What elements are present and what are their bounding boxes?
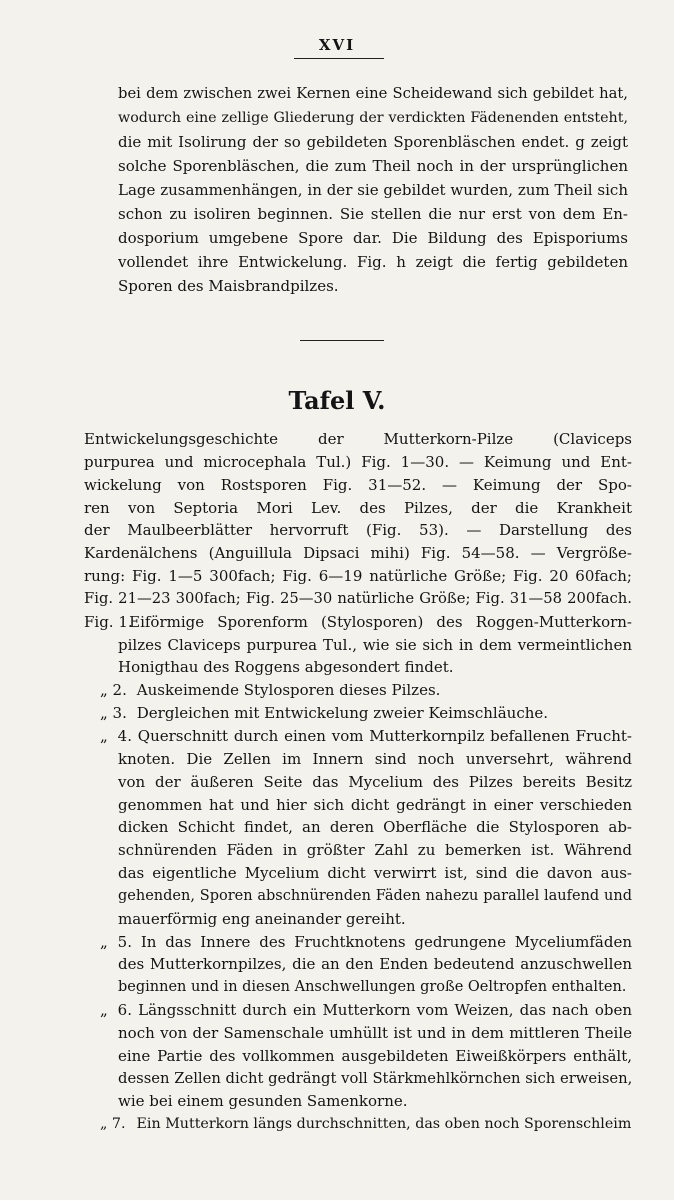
figure-entry-line: genommen hat und hier sich dicht gedrängt in einer verschieden	[118, 795, 632, 814]
figure-entry-line	[84, 999, 632, 1022]
plate-description	[84, 428, 632, 1136]
figure-entry-line	[84, 679, 632, 702]
figure-mark: „ 5.	[100, 932, 132, 951]
figure-text: Eiförmige Sporenform (Stylosporen) des Roggen-Mutterkorn-	[129, 612, 632, 631]
figure-entry-line	[84, 1113, 632, 1136]
figure-mark: „ 7.	[100, 1116, 126, 1133]
figure-entry-line: knoten. Die Zellen im Innern sind noch unversehrt, während	[118, 749, 632, 768]
figure-mark: „ 3.	[100, 704, 127, 723]
figure-entry-line	[84, 702, 632, 725]
summary-line: wickelung von Rostsporen Fig. 31—52. — Keimung der Spo-	[84, 475, 632, 494]
summary-line: der Maulbeerblätter hervorruft (Fig. 53). — Darstellung des	[84, 521, 632, 540]
plate-title: Tafel V.	[288, 386, 386, 415]
figure-entry-line: wie bei einem gesunden Samenkorne.	[118, 1092, 408, 1111]
intro-line: die mit Isolirung der so gebildeten Sporenbläschen endet. g zeigt	[118, 133, 628, 151]
intro-line: solche Sporenbläschen, die zum Theil noch in der ursprünglichen	[118, 157, 628, 175]
intro-line: Sporen des Maisbrandpilzes.	[118, 277, 339, 295]
summary-line: ren von Septoria Mori Lev. des Pilzes, der die Krankheit	[84, 498, 632, 517]
figure-mark: „ 6.	[100, 1001, 132, 1020]
figure-entry-line: Honigthau des Roggens abgesondert findet.	[118, 658, 454, 677]
intro-line: bei dem zwischen zwei Kernen eine Scheidewand sich gebildet hat,	[118, 85, 628, 102]
figure-text: Auskeimende Stylosporen dieses Pilzes.	[136, 681, 441, 700]
figure-entry-line	[84, 611, 632, 634]
intro-line: dosporium umgebene Spore dar. Die Bildung des Episporiums	[118, 229, 628, 247]
summary-line: Kardenälchens (Anguillula Dipsaci mihi) Fig. 54—58. — Vergröße-	[84, 544, 632, 563]
intro-line: wodurch eine zellige Gliederung der verdickten Fädenenden entsteht,	[118, 110, 628, 126]
figure-entry-line: dicken Schicht findet, an deren Oberfläche die Stylosporen ab-	[118, 818, 632, 837]
figure-mark: Fig. 1.	[84, 612, 133, 631]
figure-mark: „ 2.	[100, 681, 127, 700]
figure-entry-line: dessen Zellen dicht gedrängt voll Stärkmehlkörnchen sich erweisen,	[118, 1069, 632, 1087]
intro-line: vollendet ihre Entwickelung. Fig. h zeigt die fertig gebildeten	[118, 253, 628, 271]
figure-text: In das Innere des Fruchtknotens gedrungene Myceliumfäden	[140, 932, 632, 951]
figure-entry-line: eine Partie des vollkommen ausgebildeten Eiweißkörpers enthält,	[118, 1046, 632, 1065]
figure-entry-line: mauerförmig eng aneinander gereiht.	[118, 909, 406, 928]
figure-entry-line	[84, 725, 632, 748]
figure-entry-line: gehenden, Sporen abschnürenden Fäden nahezu parallel laufend und	[118, 887, 632, 904]
summary-line: Fig. 21—23 300fach; Fig. 25—30 natürliche Größe; Fig. 31—58 200fach.	[84, 589, 632, 607]
section-divider	[300, 340, 384, 341]
figure-entry-line: des Mutterkornpilzes, die an den Enden bedeutend anzuschwellen	[118, 955, 632, 974]
intro-line: schon zu isoliren beginnen. Sie stellen die nur erst von dem En-	[118, 205, 628, 223]
figure-entry-line: schnürenden Fäden in größter Zahl zu bemerken ist. Während	[118, 841, 632, 860]
figure-text: Querschnitt durch einen vom Mutterkornpilz befallenen Frucht-	[137, 726, 632, 745]
figure-text: Dergleichen mit Entwickelung zweier Keimschläuche.	[136, 704, 549, 723]
figure-text: Ein Mutterkorn längs durchschnitten, das oben noch Sporenschleim	[136, 1116, 632, 1133]
figure-entry-line: das eigentliche Mycelium dicht verwirrt ist, sind die davon aus-	[118, 864, 632, 883]
figure-entry-line: von der äußeren Seite das Mycelium des Pilzes bereits Besitz	[118, 772, 632, 791]
summary-line: purpurea und microcephala Tul.) Fig. 1—30. — Keimung und Ent-	[84, 452, 632, 471]
summary-line: Entwickelungsgeschichte der Mutterkorn-Pilze (Claviceps	[84, 430, 632, 448]
figure-entry-line	[84, 931, 632, 954]
intro-paragraph	[118, 82, 628, 298]
intro-line: Lage zusammenhängen, in der sie gebildet wurden, zum Theil sich	[118, 181, 628, 199]
page-number: XVI	[318, 36, 356, 54]
figure-entry-line: pilzes Claviceps purpurea Tul., wie sie sich in dem vermeintlichen	[118, 635, 632, 654]
summary-line: rung: Fig. 1—5 300fach; Fig. 6—19 natürliche Größe; Fig. 20 60fach;	[84, 567, 632, 586]
figure-text: Längsschnitt durch ein Mutterkorn vom Weizen, das nach oben	[138, 1001, 632, 1020]
figure-entry-line: beginnen und in diesen Anschwellungen große Oeltropfen enthalten.	[118, 979, 627, 996]
page-number-rule	[294, 58, 384, 59]
figure-mark: „ 4.	[100, 726, 132, 745]
figure-entry-line: noch von der Samenschale umhüllt ist und in dem mittleren Theile	[118, 1023, 632, 1042]
